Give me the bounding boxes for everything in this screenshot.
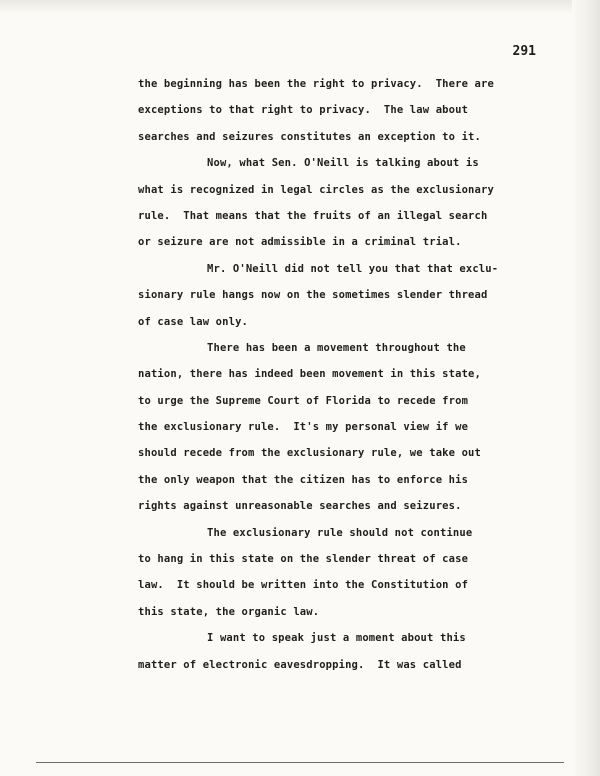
text-line: Mr. O'Neill did not tell you that that exclu- [207, 262, 499, 275]
transcript-body [138, 75, 558, 682]
page-number: 291 [512, 44, 536, 59]
text-line: matter of electronic eavesdropping. It was called [138, 658, 462, 671]
page-top-shadow [0, 0, 600, 14]
text-line: sionary rule hangs now on the sometimes slender thread [138, 289, 488, 302]
text-line: the beginning has been the right to privacy. There are [138, 78, 494, 90]
text-line: law. It should be written into the Constitution of [138, 579, 469, 592]
text-line: of case law only. [138, 315, 249, 328]
text-line: rule. That means that the fruits of an illegal search [138, 209, 488, 222]
text-line: There has been a movement throughout the [207, 341, 466, 354]
text-line: what is recognized in legal circles as the exclusionary [138, 183, 494, 196]
text-line: to urge the Supreme Court of Florida to recede from [138, 394, 469, 407]
text-line: rights against unreasonable searches and seizures. [138, 500, 462, 513]
text-line: the exclusionary rule. It's my personal view if we [138, 421, 469, 434]
text-line: nation, there has indeed been movement in this state, [138, 368, 481, 381]
bottom-rule [36, 762, 564, 763]
text-line: exceptions to that right to privacy. The law about [138, 104, 469, 117]
text-line: I want to speak just a moment about this [207, 632, 466, 645]
text-line: should recede from the exclusionary rule, we take out [138, 447, 481, 460]
text-line: The exclusionary rule should not continue [207, 526, 473, 539]
text-line: searches and seizures constitutes an exception to it. [138, 130, 481, 143]
text-line: the only weapon that the citizen has to enforce his [138, 473, 469, 486]
text-line: this state, the organic law. [138, 605, 320, 618]
text-line: to hang in this state on the slender threat of case [138, 553, 469, 566]
page-right-shadow [572, 0, 600, 776]
text-line: or seizure are not admissible in a criminal trial. [138, 236, 462, 249]
text-line: Now, what Sen. O'Neill is talking about is [207, 157, 479, 170]
